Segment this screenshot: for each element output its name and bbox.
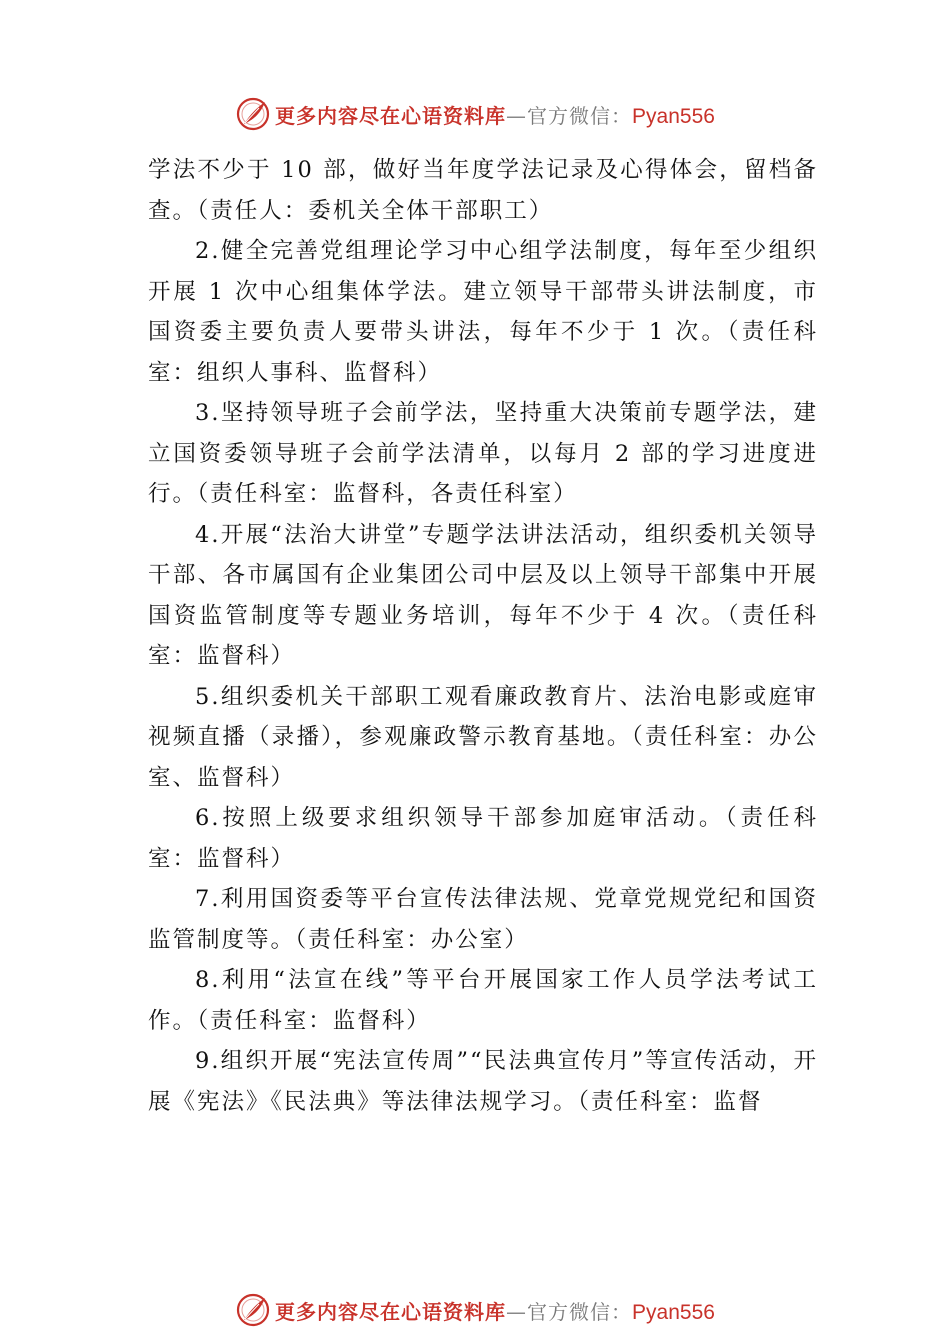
paragraph-item-5: 5.组织委机关干部职工观看廉政教育片、法治电影或庭审视频直播（录播），参观廉政警示教育基地。（责任科室：办公室、监督科）: [148, 683, 818, 791]
banner-dash: —: [506, 103, 528, 128]
document-body: [148, 150, 818, 1122]
paragraph-item-4: 4.开展“法治大讲堂”专题学法讲法活动，组织委机关领导干部、各市属国有企业集团公司中层及以上领导干部集中开展国资监管制度等专题业务培训，每年不少于 4 次。（责任科室：监督科）: [148, 521, 818, 669]
banner-dash: —: [506, 1299, 528, 1324]
paragraph-item-9: 9.组织开展“宪法宣传周”“民法典宣传月”等宣传活动，开展《宪法》《民法典》等法律法规学习。（责任科室：监督: [148, 1048, 818, 1115]
banner-wechat-label: 官方微信：: [527, 103, 633, 128]
banner-main-text: 更多内容尽在心语资料库: [275, 103, 507, 128]
banner-wechat-label: 官方微信：: [527, 1299, 633, 1324]
paragraph-item-2: 2.健全完善党组理论学习中心组学法制度，每年至少组织开展 1 次中心组集体学法。建立领导干部带头讲法制度，市国资委主要负责人要带头讲法，每年不少于 1 次。（责任科室：组织人事科、监督科）: [148, 238, 818, 386]
feather-seal-icon: [235, 1292, 271, 1328]
footer-watermark-banner: [0, 1290, 950, 1330]
paragraph-item-7: 7.利用国资委等平台宣传法律法规、党章党规党纪和国资监管制度等。（责任科室：办公室）: [148, 886, 818, 953]
paragraph-item-8: 8.利用“法宣在线”等平台开展国家工作人员学法考试工作。（责任科室：监督科）: [148, 967, 818, 1034]
header-watermark-banner: [0, 94, 950, 134]
banner-wechat-id: Pyan556: [632, 104, 715, 128]
paragraph-item-3: 3.坚持领导班子会前学法，坚持重大决策前专题学法，建立国资委领导班子会前学法清单，以每月 2 部的学习进度进行。（责任科室：监督科，各责任科室）: [148, 400, 818, 507]
feather-seal-icon: [235, 96, 271, 132]
paragraph-item-6: 6.按照上级要求组织领导干部参加庭审活动。（责任科室：监督科）: [148, 805, 818, 872]
banner-wechat-id: Pyan556: [632, 1300, 715, 1324]
banner-main-text: 更多内容尽在心语资料库: [275, 1299, 507, 1324]
paragraph-continuation: 学法不少于 10 部，做好当年度学法记录及心得体会，留档备查。（责任人：委机关全体干部职工）: [148, 157, 818, 224]
